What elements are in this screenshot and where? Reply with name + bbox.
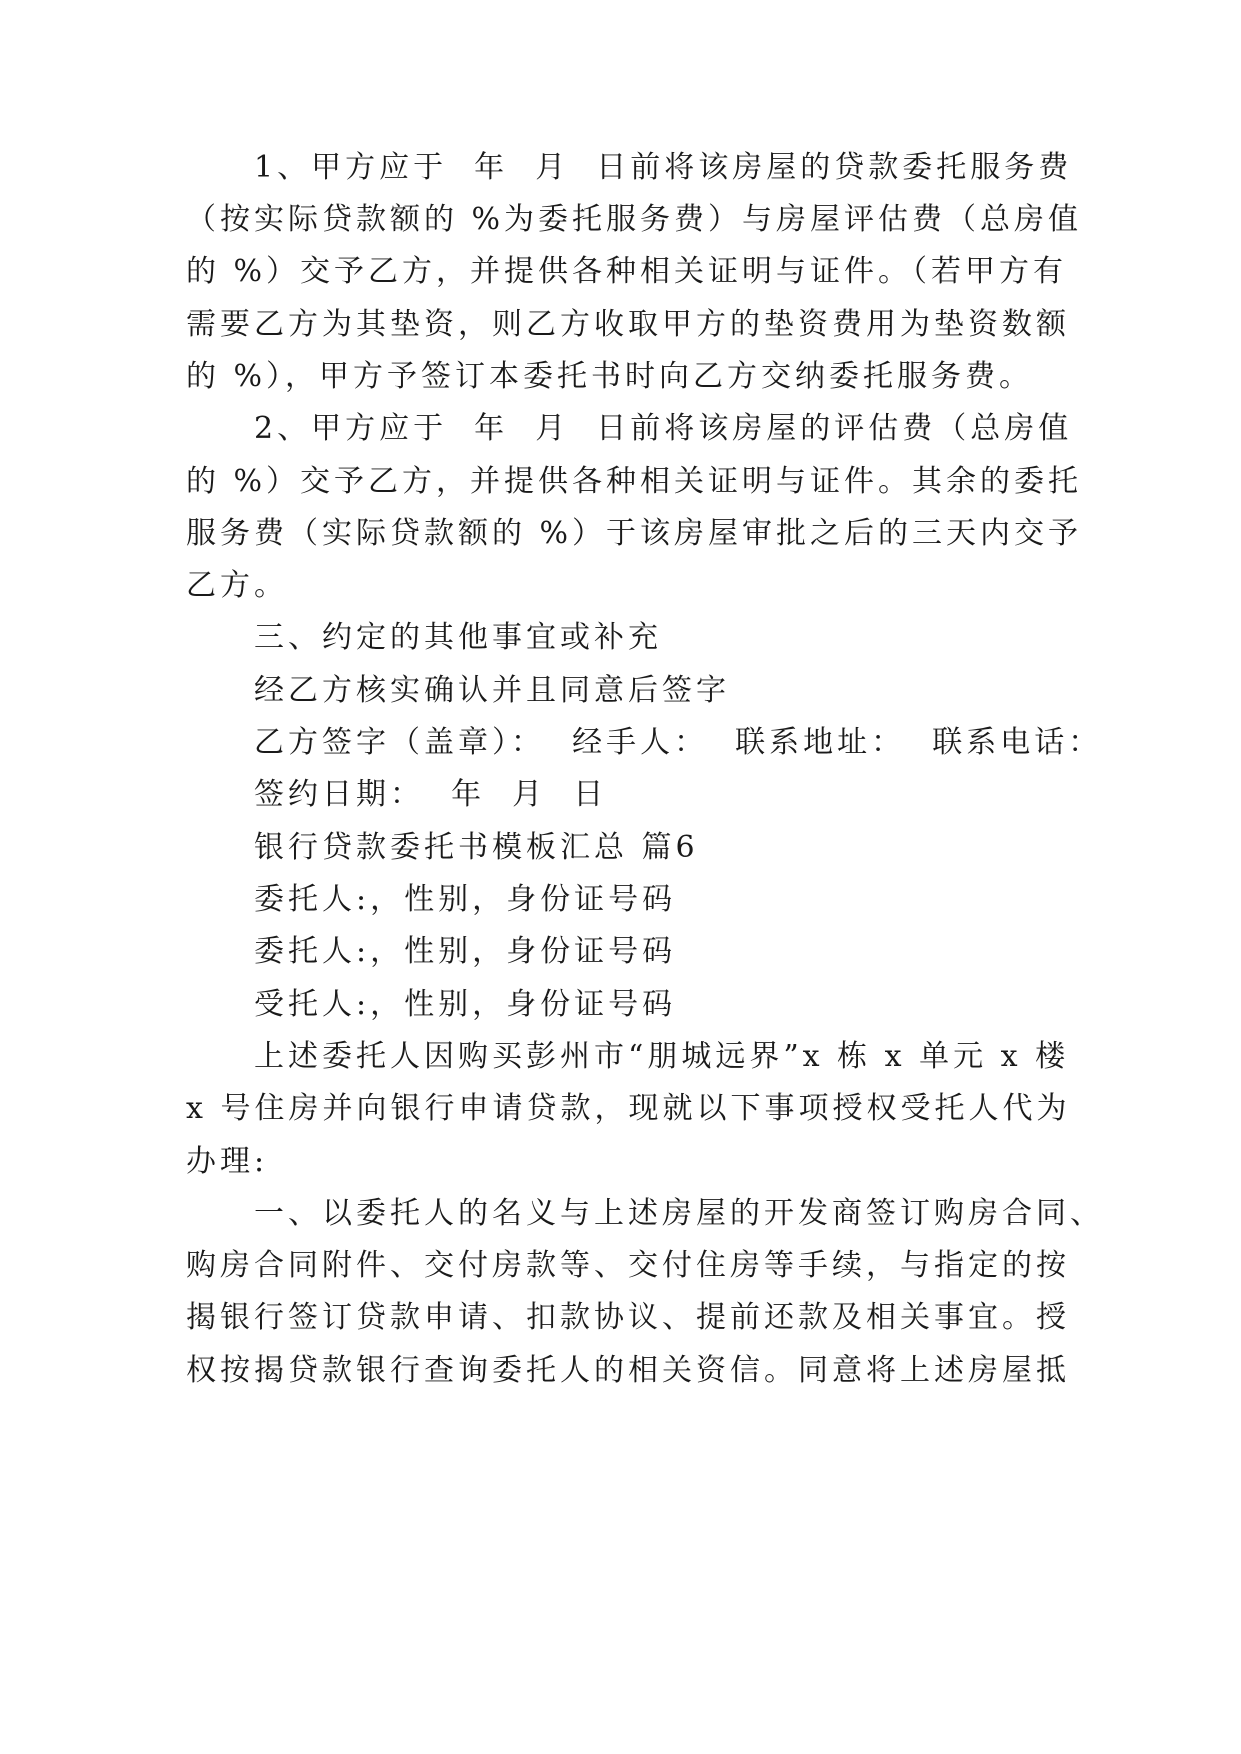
paragraph-2-line-4: 乙方。 (186, 568, 288, 603)
agent-info: 受托人:，性别，身份证号码 (254, 987, 677, 1022)
paragraph-1-line-1: 1、甲方应于 年 月 日前将该房屋的贷款委托服务费 (254, 150, 1073, 185)
paragraph-1-line-3: 的 %）交予乙方，并提供各种相关证明与证件。（若甲方有 (186, 254, 1068, 289)
paragraph-4-line-1: 上述委托人因购买彭州市“朋城远界”x 栋 x 单元 x 楼 (254, 1039, 1070, 1074)
paragraph-1-line-5: 的 %），甲方予签订本委托书时向乙方交纳委托服务费。 (186, 359, 1034, 394)
paragraph-4-line-3: 办理: (186, 1144, 269, 1179)
paragraph-5-line-2: 购房合同附件、交付房款等、交付住房等手续，与指定的按 (186, 1248, 1070, 1283)
principal-1-info: 委托人:，性别，身份证号码 (254, 882, 677, 917)
paragraph-2-line-3: 服务费（实际贷款额的 %）于该房屋审批之后的三天内交予 (186, 516, 1083, 551)
paragraph-5-line-1: 一、以委托人的名义与上述房屋的开发商签订购房合同、 (254, 1196, 1104, 1231)
paragraph-1-line-2: （按实际贷款额的 %为委托服务费）与房屋评估费（总房值 (186, 202, 1083, 237)
paragraph-5-line-4: 权按揭贷款银行查询委托人的相关资信。同意将上述房屋抵 (186, 1353, 1070, 1388)
principal-2-info: 委托人:，性别，身份证号码 (254, 934, 677, 969)
paragraph-1-line-4: 需要乙方为其垫资，则乙方收取甲方的垫资费用为垫资数额 (186, 307, 1070, 342)
paragraph-5-line-3: 揭银行签订贷款申请、扣款协议、提前还款及相关事宜。授 (186, 1300, 1070, 1335)
template-title: 银行贷款委托书模板汇总 篇6 (254, 830, 699, 865)
paragraph-4-line-2: x 号住房并向银行申请贷款，现就以下事项授权受托人代为 (186, 1091, 1071, 1126)
confirmation-text: 经乙方核实确认并且同意后签字 (254, 673, 730, 708)
signature-fields: 乙方签字（盖章）： 经手人： 联系地址： 联系电话： (254, 725, 1103, 760)
paragraph-2-line-2: 的 %）交予乙方，并提供各种相关证明与证件。其余的委托 (186, 464, 1083, 499)
signing-date: 签约日期： 年 月 日 (254, 777, 608, 812)
paragraph-2-line-1: 2、甲方应于 年 月 日前将该房屋的评估费（总房值 (254, 411, 1073, 446)
section-heading-3: 三、约定的其他事宜或补充 (254, 620, 662, 655)
